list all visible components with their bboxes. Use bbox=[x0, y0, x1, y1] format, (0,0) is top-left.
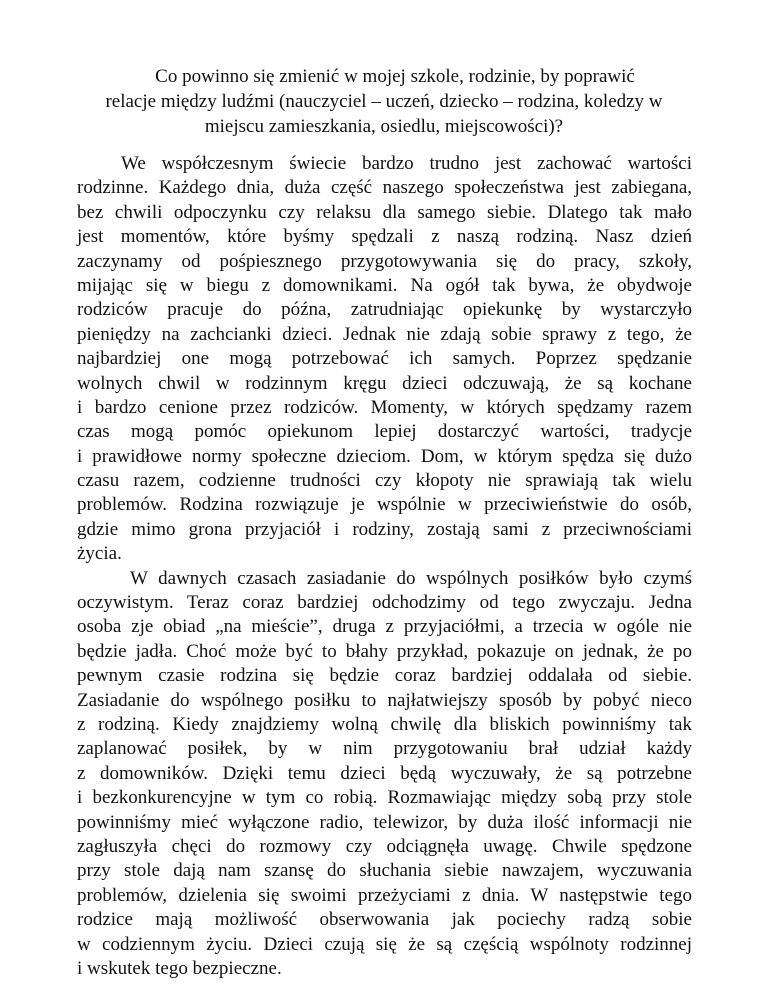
text-line: problemów. Rodzina rozwiązuje je wspólnie w przeciwieństwie do osób, bbox=[77, 494, 692, 516]
text-line: przy stole dają nam szansę do słuchania siebie nawzajem, wyczuwania bbox=[77, 860, 692, 882]
text-line: pieniędzy na zachcianki dzieci. Jednak nie zdają sobie sprawy z tego, że bbox=[77, 323, 692, 345]
text-line: pewnym czasie rodzina się będzie coraz bardziej oddalała od siebie. bbox=[77, 665, 692, 687]
text-line: będzie jadła. Choć może być to błahy przykład, pokazuje on jednak, że po bbox=[77, 640, 692, 662]
document-title bbox=[60, 64, 708, 139]
text-line: rodzinne. Każdego dnia, duża część naszego społeczeństwa jest zabiegana, bbox=[77, 177, 692, 199]
text-line: oczywistym. Teraz coraz bardziej odchodzimy od tego zwyczaju. Jedna bbox=[77, 592, 692, 614]
text-line: Zasiadanie do wspólnego posiłku to najłatwiejszy sposób by pobyć nieco bbox=[77, 689, 692, 711]
text-line: i bezkonkurencyjne w tym co robią. Rozmawiając między sobą przy stole bbox=[77, 787, 692, 809]
text-line: osoba zje obiad „na mieście”, druga z przyjaciółmi, a trzecia w ogóle nie bbox=[77, 616, 692, 638]
text-line: i prawidłowe normy społeczne dzieciom. Dom, w którym spędza się dużo bbox=[77, 445, 692, 467]
text-line: mijając się w biegu z domownikami. Na ogół tak bywa, że obydwoje bbox=[77, 274, 692, 296]
text-line: zagłuszyła chęci do rozmowy czy odciągnęła uwagę. Chwile spędzone bbox=[77, 835, 692, 857]
text-line: w codziennym życiu. Dzieci czują się że są częścią wspólnoty rodzinnej bbox=[77, 933, 692, 955]
text-line: najbardziej one mogą potrzebować ich samych. Poprzez spędzanie bbox=[77, 348, 692, 370]
text-line: W dawnych czasach zasiadanie do wspólnych posiłków było czymś bbox=[130, 567, 692, 589]
text-line: i wskutek tego bezpieczne. bbox=[77, 957, 282, 979]
text-line: życia. bbox=[77, 543, 122, 565]
text-line: zaczynamy od pośpiesznego przygotowywania się do pracy, szkoły, bbox=[77, 250, 692, 272]
text-line: rodziców pracuje do późna, zatrudniając opiekunkę by wystarczyło bbox=[77, 299, 692, 321]
text-line: rodzice mają możliwość obserwowania jak pociechy radzą sobie bbox=[77, 909, 692, 931]
paragraph-2 bbox=[77, 567, 692, 982]
document-body bbox=[77, 152, 692, 981]
text-line: We współczesnym świecie bardzo trudno jest zachować wartości bbox=[121, 153, 692, 174]
text-line: gdzie mimo grona przyjaciół i rodziny, zostają sami z przeciwnościami bbox=[77, 518, 692, 540]
text-line: czas mogą pomóc opiekunom lepiej dostarczyć wartości, tradycje bbox=[77, 421, 692, 443]
text-line: jest momentów, które byśmy spędzali z naszą rodziną. Nasz dzień bbox=[77, 226, 692, 248]
text-line: bez chwili odpoczynku czy relaksu dla samego siebie. Dlatego tak mało bbox=[77, 201, 692, 223]
paragraph-1 bbox=[77, 152, 692, 567]
text-line: wolnych chwil w rodzinnym kręgu dzieci odczuwają, że są kochane bbox=[77, 372, 692, 394]
text-line: z domowników. Dzięki temu dzieci będą wyczuwały, że są potrzebne bbox=[77, 762, 692, 784]
text-line: i bardzo cenione przez rodziców. Momenty, w których spędzamy razem bbox=[77, 396, 692, 418]
text-line: zaplanować posiłek, by w nim przygotowaniu brał udział każdy bbox=[77, 738, 692, 760]
title-line: miejscu zamieszkania, osiedlu, miejscowości)? bbox=[204, 116, 564, 137]
text-line: czasu razem, codzienne trudności czy kłopoty nie sprawiają tak wielu bbox=[77, 470, 692, 492]
text-line: problemów, dzielenia się swoimi przeżyciami z dnia. W następstwie tego bbox=[77, 884, 692, 906]
title-line: Co powinno się zmienić w mojej szkole, rodzinie, by poprawić bbox=[155, 66, 635, 87]
text-line: powinniśmy mieć wyłączone radio, telewizor, by duża ilość informacji nie bbox=[77, 811, 692, 833]
title-line: relacje między ludźmi (nauczyciel – uczeń, dziecko – rodzina, koledzy w bbox=[105, 91, 663, 112]
text-line: z rodziną. Kiedy znajdziemy wolną chwilę dla bliskich powinniśmy tak bbox=[77, 713, 692, 735]
